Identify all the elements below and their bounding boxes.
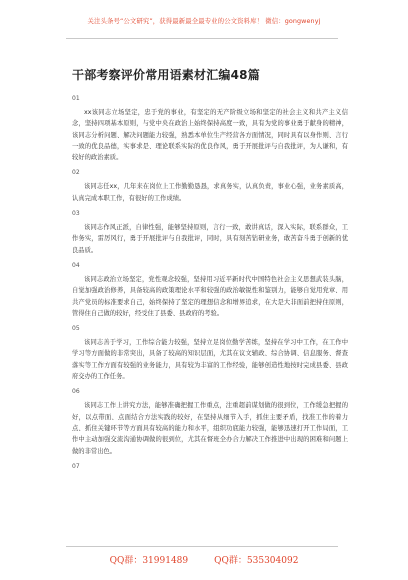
header-divider <box>66 38 338 39</box>
header-banner: 关注头条号“公文研究”，获得最新最全最专业的公文资料库！ 微信：gongwenyj <box>87 16 321 25</box>
section-number: 02 <box>72 169 80 177</box>
footer-qq-group-2: QQ群：535304092 <box>214 555 299 566</box>
section-paragraph: 该同志政治立场坚定，党性观念较强，坚持用习近平新时代中国特色社会主义思想武装头脑，自觉加强政治修养，具备较高的政策理论水平和较强的政治敏锐性和鉴别力，能够自觉用党章、用共产党员的标准要求自己，始终保持了坚定的理想信念和增界追求，在大是大非面前把持住原则，管得住自己做的较好，经受住了县委、县政府的考验。 <box>72 275 348 317</box>
section-number: 04 <box>72 261 80 269</box>
section-number: 07 <box>72 462 80 470</box>
section-paragraph: 该同志作风正派，自律性强，能够坚持原则，言行一致，敢讲真话，深入实际，联系群众，工作务实，雷厉风行，勇于开展批评与自我批评，同时，具有刻苦钻研业务，敢苦奋斗勇于创新的优良品质。 <box>72 224 348 254</box>
footer-qq-group-1: QQ群：31991489 <box>109 555 189 566</box>
document-title: 干部考察评价常用语素材汇编48篇 <box>72 68 260 82</box>
document-body <box>72 90 348 475</box>
section-number: 05 <box>72 325 80 333</box>
section-paragraph: 该同志任xx，几年来在岗位上工作勤勤恳恳，求真务实，认真负责，事业心强，业务素质高，认真完成本职工作，有很好的工作成绩。 <box>72 183 348 202</box>
section-number: 01 <box>72 95 80 102</box>
section-number: 03 <box>72 210 80 218</box>
page-header <box>0 0 408 40</box>
section-paragraph: xx该同志立场坚定，忠于党的事业，有坚定的无产阶级立场和坚定的社会主义和共产主义信念，坚持四项基本原则，与党中央在政治上始终保持高度一致，具有为党的事业勇于献身的精神，该同志分析问题、解决问题能力较强，熟悉本单位生产经营各方面情况，同时具有以身作则、言行一致的优良品德，实事求是、理论联系实际的优良作风，勇于开展批评与自我批评，为人谦和，有较好的政治素质。 <box>72 109 348 162</box>
footer-divider <box>66 546 338 547</box>
section-paragraph: 该同志工作上讲究方法，能够准确把握工作重点，注重超前谋划做的很到位，工作缓急把握的好，以点带面、点面结合方法实践的较好，在坚持从细节入手，抓住主要矛盾，找准工作的着力点、抓住关键环节等方面具有较高的能力和水平，组织功底能力较强，能够迅速打开工作局面，工作中主动加强交流沟通协调做的很到位，尤其在督班全办合力解决工作推进中出现的困难和问题上做的非常出色。 <box>72 402 348 455</box>
page-footer <box>0 548 408 570</box>
section-number: 06 <box>72 388 80 396</box>
section-paragraph: 该同志善于学习，工作综合能力较强，坚持立足岗位勤学苦练，坚持在学习中工作，在工作中学习等方面做的非常突出，具备了较高的知识层面，尤其在议文辅政、综合协调、信息服务、督查落实等工作方面有较强的业务能力，具有较为丰富的工作经验，能够创造性地按时完成县委、县政府交办的工作任务。 <box>72 339 348 381</box>
